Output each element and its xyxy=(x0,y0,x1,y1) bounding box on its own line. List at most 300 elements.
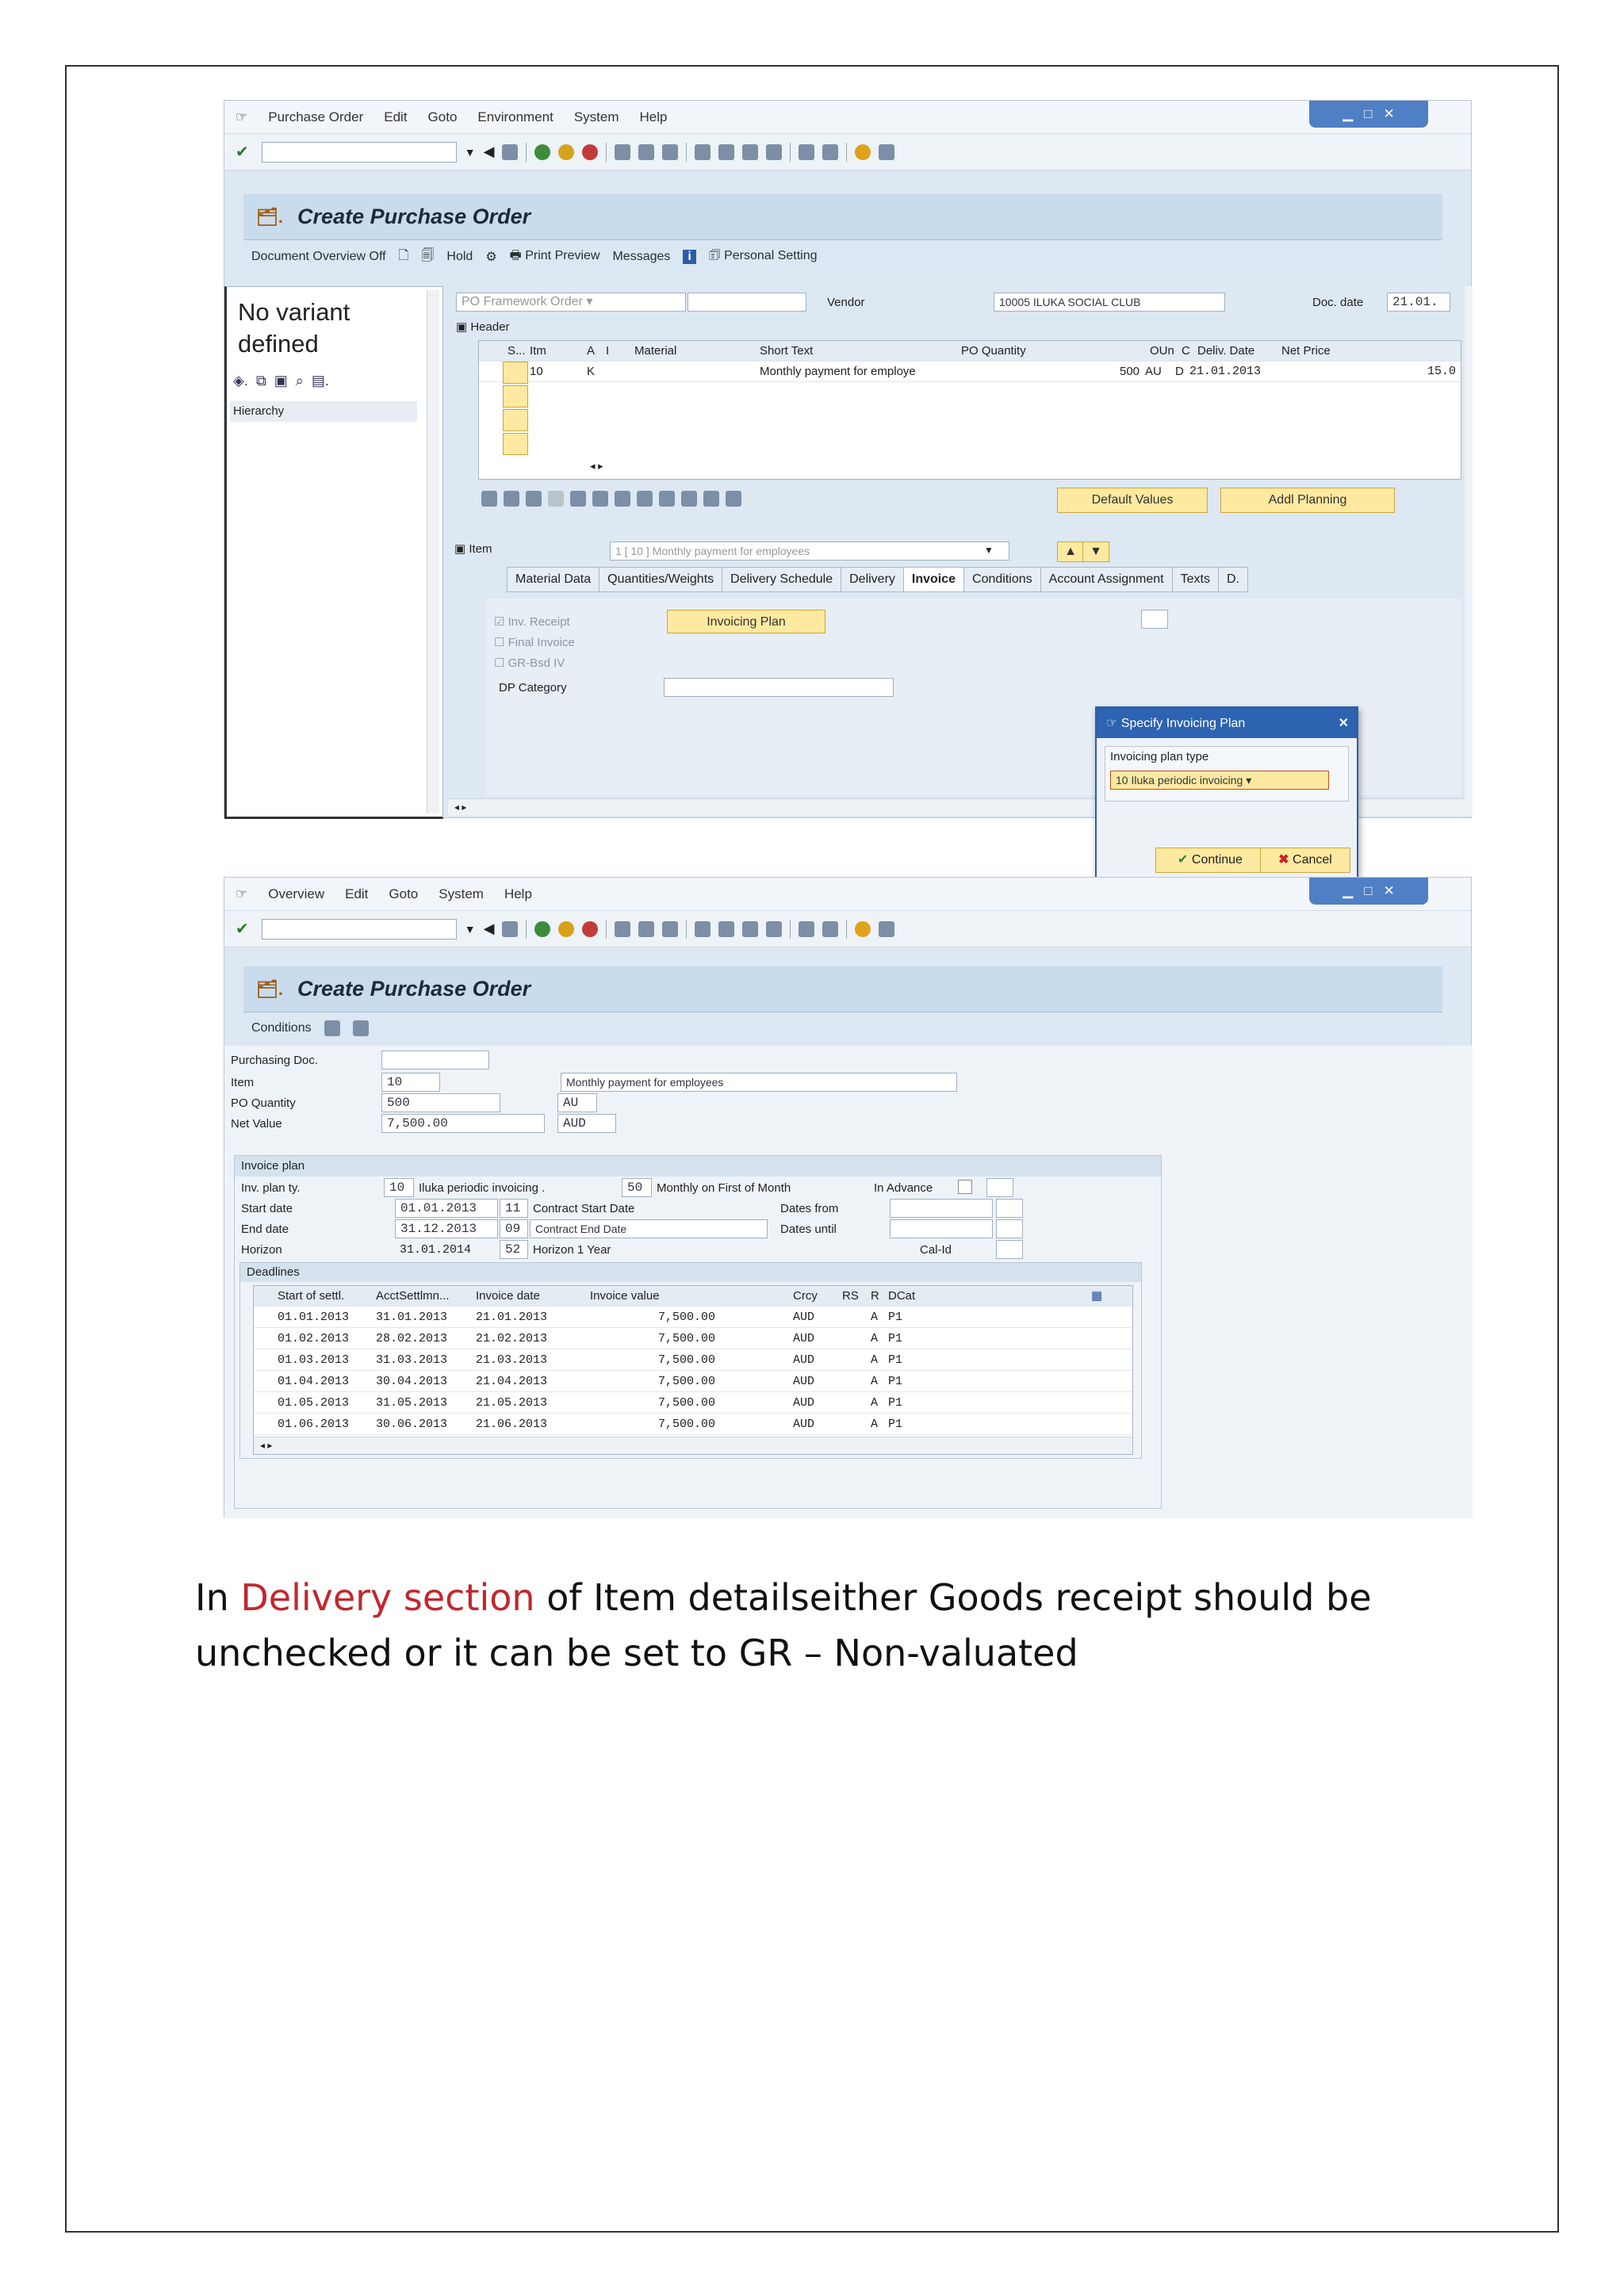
dialog-group xyxy=(1105,746,1349,802)
inv-plan-type-label: Inv. plan ty. xyxy=(241,1181,301,1195)
layout-icon[interactable] xyxy=(703,491,719,507)
rule-code-field[interactable]: 50 xyxy=(622,1178,652,1197)
po-quantity-field[interactable]: 500 xyxy=(381,1093,500,1112)
config-icon[interactable] xyxy=(726,491,741,507)
col-r: R xyxy=(871,1289,879,1303)
item-select-value: 1 [ 10 ] Monthly payment for employees xyxy=(615,545,810,557)
invoice-aux-field[interactable] xyxy=(1141,610,1168,629)
cell-dcat: P1 xyxy=(888,1311,903,1324)
cell-invoice-value: 7,500.00 xyxy=(658,1311,716,1324)
save-icon[interactable] xyxy=(502,144,518,160)
col-rs: RS xyxy=(842,1289,859,1303)
toolbar-separator xyxy=(606,143,607,162)
in-advance-checkbox[interactable] xyxy=(958,1180,972,1194)
toolbar-separator xyxy=(846,143,847,162)
cell-invoice-value: 7,500.00 xyxy=(658,1418,716,1431)
cell-invoice-date: 21.05.2013 xyxy=(476,1396,548,1410)
dp-category-label: DP Category xyxy=(499,681,567,695)
config-icon[interactable] xyxy=(353,1020,369,1036)
net-value-label: Net Value xyxy=(231,1117,282,1131)
cell-crcy: AUD xyxy=(793,1311,815,1324)
table-row[interactable] xyxy=(479,362,1461,382)
invoicing-plan-type-value: 10 Iluka periodic invoicing xyxy=(1116,774,1243,786)
main-area xyxy=(224,1046,1473,1518)
print-icon[interactable] xyxy=(615,144,630,160)
menu-edit[interactable]: Edit xyxy=(384,109,408,124)
conditions-button[interactable]: Conditions xyxy=(251,1021,312,1035)
item-tabs xyxy=(507,567,1247,592)
doc-date-label: Doc. date xyxy=(1312,296,1364,309)
default-values-button[interactable]: Default Values xyxy=(1057,488,1208,513)
invoicing-plan-button[interactable]: Invoicing Plan xyxy=(667,610,825,633)
delete-icon[interactable] xyxy=(548,491,564,507)
item-label-text: Item xyxy=(469,542,492,556)
col-deliv-date: Deliv. Date xyxy=(1197,344,1255,358)
dates-from-label: Dates from xyxy=(780,1202,839,1215)
cell-invoice-date: 21.01.2013 xyxy=(476,1311,548,1324)
back-green-icon[interactable] xyxy=(534,921,550,937)
no-variant-text: No variant defined xyxy=(238,298,350,358)
rule-text: Monthly on First of Month xyxy=(657,1181,791,1195)
prev-page-icon[interactable] xyxy=(718,921,734,937)
hold-button[interactable]: Hold xyxy=(446,250,473,263)
end-rule-text[interactable]: Contract End Date xyxy=(530,1219,768,1238)
horizon-text: Horizon 1 Year xyxy=(533,1243,611,1257)
panel-toolbar xyxy=(233,373,329,389)
item-select[interactable] xyxy=(610,541,1009,561)
cell-acct-settlmn: 31.01.2013 xyxy=(376,1311,448,1324)
col-invoice-date: Invoice date xyxy=(476,1289,540,1303)
cell-acct-settlmn: 31.05.2013 xyxy=(376,1396,448,1410)
deadlines-table-header xyxy=(254,1286,1132,1307)
title-app-icon: 🗂. xyxy=(256,206,284,227)
items-table xyxy=(478,340,1461,480)
toolbar-separator xyxy=(526,143,527,162)
horizon-label: Horizon xyxy=(241,1243,282,1257)
shortcut-icon[interactable] xyxy=(822,144,838,160)
col-start-settl: Start of settl. xyxy=(278,1289,345,1303)
details-icon[interactable] xyxy=(481,491,497,507)
col-oun: OUn xyxy=(1150,344,1174,358)
column-settings-icon[interactable]: ▦ xyxy=(1091,1289,1103,1303)
system-toolbar xyxy=(224,911,1471,947)
cell-r: A xyxy=(871,1311,879,1324)
panel-scrollbar[interactable] xyxy=(427,290,439,813)
order-type-value: PO Framework Order xyxy=(462,295,583,308)
cell-r: A xyxy=(871,1418,879,1431)
details-icon[interactable] xyxy=(324,1020,340,1036)
application-toolbar xyxy=(243,241,1442,273)
cell-dcat: P1 xyxy=(888,1396,903,1410)
dp-category-field[interactable] xyxy=(664,678,894,697)
cell-invoice-value: 7,500.00 xyxy=(658,1332,716,1345)
tab-conditions[interactable]: Conditions xyxy=(963,567,1041,592)
items-table-header xyxy=(479,341,1461,362)
print-icon[interactable] xyxy=(615,921,630,937)
personal-setting-button[interactable]: 🗊 Personal Setting xyxy=(708,248,818,262)
horizon-code[interactable]: 52 xyxy=(500,1240,528,1259)
copy-icon[interactable]: ⧉ xyxy=(255,373,266,388)
row-selector[interactable] xyxy=(503,362,528,384)
tab-d[interactable]: D. xyxy=(1218,567,1248,592)
system-toolbar xyxy=(224,134,1471,170)
table-row[interactable] xyxy=(254,1307,1132,1328)
row-selector[interactable] xyxy=(503,433,528,455)
cell-r: A xyxy=(871,1375,879,1388)
col-status: S... xyxy=(508,344,526,358)
dates-until-aux-field[interactable] xyxy=(996,1219,1023,1238)
back-icon[interactable]: ◀ xyxy=(483,920,495,936)
row-acct: K xyxy=(587,365,596,378)
inv-receipt-checkbox[interactable]: ☑ Inv. Receipt xyxy=(494,615,570,629)
cal-id-label: Cal-Id xyxy=(920,1243,952,1257)
invoice-plan-header: Invoice plan xyxy=(235,1156,1161,1177)
cell-invoice-date: 21.06.2013 xyxy=(476,1418,548,1431)
dialog-title: ☞ Specify Invoicing Plan xyxy=(1106,717,1246,730)
cancel-label: Cancel xyxy=(1293,853,1332,867)
find-icon[interactable] xyxy=(638,144,654,160)
cell-start-settl: 01.02.2013 xyxy=(278,1332,350,1345)
maximize-icon[interactable]: □ xyxy=(1364,106,1373,121)
cell-invoice-date: 21.03.2013 xyxy=(476,1353,548,1367)
page-title: Create Purchase Order xyxy=(297,205,531,228)
row-item: 10 xyxy=(530,365,543,378)
col-crcy: Crcy xyxy=(793,1289,818,1303)
item-text-field[interactable]: Monthly payment for employees xyxy=(561,1073,957,1092)
bottom-scrollbar[interactable]: ◂ ▸ xyxy=(448,798,1465,816)
item-label: Item xyxy=(231,1076,255,1089)
doc-date-field[interactable]: 21.01. xyxy=(1387,293,1450,312)
layout-icon[interactable] xyxy=(879,144,894,160)
final-invoice-checkbox[interactable]: ☐ Final Invoice xyxy=(494,636,575,649)
tab-quantities-weights[interactable]: Quantities/Weights xyxy=(599,567,722,592)
gr-bsd-iv-checkbox[interactable]: ☐ GR-Bsd IV xyxy=(494,656,565,670)
prev-item-button[interactable]: ▲ xyxy=(1057,541,1084,562)
cell-crcy: AUD xyxy=(793,1396,815,1410)
exit-icon[interactable] xyxy=(558,921,574,937)
last-page-icon[interactable] xyxy=(766,144,782,160)
row-selector[interactable] xyxy=(503,409,528,431)
menu-purchase-order[interactable]: Purchase Order xyxy=(268,109,364,124)
cal-id-field[interactable] xyxy=(996,1240,1023,1259)
find-icon[interactable] xyxy=(638,921,654,937)
layout-icon[interactable]: ▤. xyxy=(311,373,329,388)
dialog-title-text: Specify Invoicing Plan xyxy=(1120,717,1246,730)
item-field[interactable]: 10 xyxy=(381,1073,440,1092)
page-title: Create Purchase Order xyxy=(297,977,531,1001)
cell-start-settl: 01.04.2013 xyxy=(278,1375,350,1388)
tab-delivery-schedule[interactable]: Delivery Schedule xyxy=(722,567,841,592)
cell-acct-settlmn: 31.03.2013 xyxy=(376,1353,448,1367)
sort-icon[interactable] xyxy=(637,491,653,507)
gr-bsd-iv-label: GR-Bsd IV xyxy=(508,656,565,670)
end-rule-code[interactable]: 09 xyxy=(500,1219,528,1238)
table-row[interactable] xyxy=(254,1392,1132,1414)
deselect-icon[interactable] xyxy=(592,491,608,507)
close-icon[interactable]: ✕ xyxy=(1383,883,1395,898)
table-scroll-arrows[interactable]: ◂ ▸ xyxy=(590,460,603,472)
caption-highlight: Delivery section xyxy=(240,1576,535,1619)
start-date-field[interactable]: 01.01.2013 xyxy=(395,1199,498,1218)
cell-invoice-date: 21.04.2013 xyxy=(476,1375,548,1388)
purchasing-doc-label: Purchasing Doc. xyxy=(231,1054,319,1067)
cell-invoice-date: 21.02.2013 xyxy=(476,1332,548,1345)
first-page-icon[interactable] xyxy=(695,921,710,937)
menu-environment[interactable]: Environment xyxy=(477,109,553,124)
document-overview-panel xyxy=(224,286,443,819)
toolbar-separator xyxy=(606,920,607,939)
cell-start-settl: 01.06.2013 xyxy=(278,1418,350,1431)
cell-dcat: P1 xyxy=(888,1418,903,1431)
close-icon[interactable]: ✕ xyxy=(1383,106,1395,121)
selection-icon[interactable]: ◈. xyxy=(233,373,248,388)
next-page-icon[interactable] xyxy=(742,921,758,937)
find-next-icon[interactable] xyxy=(662,921,678,937)
po-quantity-label: PO Quantity xyxy=(231,1096,296,1110)
table-row[interactable] xyxy=(254,1349,1132,1371)
hierarchy-header: Hierarchy xyxy=(230,401,417,422)
invoicing-plan-type-select[interactable]: 10 Iluka periodic invoicing ▾ xyxy=(1110,771,1329,790)
caption-before: In xyxy=(195,1576,241,1619)
print-preview-button[interactable]: 🖶 Print Preview xyxy=(509,248,600,262)
col-net-price: Net Price xyxy=(1281,344,1331,358)
row-c: D xyxy=(1175,365,1184,378)
new-document-icon[interactable]: 🗋 xyxy=(398,248,409,262)
cell-acct-settlmn: 30.04.2013 xyxy=(376,1375,448,1388)
cell-crcy: AUD xyxy=(793,1418,815,1431)
inv-receipt-label: Inv. Receipt xyxy=(508,615,570,629)
start-rule-code[interactable]: 11 xyxy=(500,1199,528,1218)
final-invoice-label: Final Invoice xyxy=(508,636,575,649)
last-page-icon[interactable] xyxy=(766,921,782,937)
command-field[interactable] xyxy=(262,919,457,939)
menu-system[interactable]: System xyxy=(439,886,484,901)
next-page-icon[interactable] xyxy=(742,144,758,160)
item-label: ▣ Item xyxy=(454,542,492,556)
menu-bar xyxy=(224,101,1471,134)
screenshot-create-po-invoice-tab xyxy=(224,100,1472,867)
item-select-dropdown-icon[interactable]: ▼ xyxy=(984,545,994,556)
net-value-field[interactable]: 7,500.00 xyxy=(381,1114,545,1133)
order-number-field[interactable] xyxy=(688,293,806,312)
deadlines-hscroll[interactable]: ◂ ▸ xyxy=(254,1437,1132,1454)
col-invoice-value: Invoice value xyxy=(590,1289,660,1303)
next-item-button[interactable]: ▼ xyxy=(1082,541,1109,562)
find-icon[interactable]: ⌕ xyxy=(295,373,304,388)
cancel-icon[interactable] xyxy=(582,144,598,160)
table-row[interactable] xyxy=(254,1414,1132,1435)
shortcut-icon[interactable] xyxy=(822,921,838,937)
toolbar-separator xyxy=(686,920,687,939)
dialog-close-icon[interactable]: ✕ xyxy=(1338,717,1349,730)
info-icon[interactable]: i xyxy=(683,250,695,264)
cell-acct-settlmn: 30.06.2013 xyxy=(376,1418,448,1431)
tab-material-data[interactable]: Material Data xyxy=(507,567,599,592)
cancel-x-icon: ✖ xyxy=(1278,853,1289,867)
continue-label: Continue xyxy=(1191,853,1243,867)
right-scrollbar[interactable] xyxy=(1465,286,1473,816)
dialog-cancel-button[interactable] xyxy=(1260,848,1350,873)
cell-start-settl: 01.01.2013 xyxy=(278,1311,350,1324)
caption-paragraph xyxy=(195,1570,1535,1681)
title-app-icon: 🗂. xyxy=(256,978,284,999)
row-qty: 500 xyxy=(1120,365,1140,378)
page-title-bar xyxy=(243,966,1442,1012)
items-toolbar xyxy=(481,491,741,507)
col-c: C xyxy=(1182,344,1190,358)
cell-start-settl: 01.05.2013 xyxy=(278,1396,350,1410)
cell-crcy: AUD xyxy=(793,1375,815,1388)
dates-from-field[interactable] xyxy=(890,1199,993,1218)
item-detail-row xyxy=(454,541,1461,565)
command-field[interactable] xyxy=(262,142,457,163)
continue-check-icon: ✔ xyxy=(1178,853,1189,867)
col-dcat: DCat xyxy=(888,1289,916,1303)
save-icon[interactable] xyxy=(502,921,518,937)
cancel-icon[interactable] xyxy=(582,921,598,937)
other-document-icon[interactable]: 🗐 xyxy=(421,248,435,262)
menu-goto[interactable]: Goto xyxy=(427,109,458,124)
order-type-select[interactable]: PO Framework Order ▾ xyxy=(456,293,686,312)
dates-until-label: Dates until xyxy=(780,1223,837,1236)
print-preview-label: Print Preview xyxy=(525,248,600,262)
addl-planning-button[interactable]: Addl Planning xyxy=(1220,488,1395,513)
in-advance-aux-field[interactable] xyxy=(986,1178,1013,1197)
check-icon[interactable]: ⚙ xyxy=(485,251,497,264)
application-toolbar xyxy=(243,1012,1442,1044)
toolbar-separator xyxy=(790,920,791,939)
invoice-plan-group xyxy=(234,1155,1162,1509)
row-short-text: Monthly payment for employe xyxy=(760,365,916,378)
exit-icon[interactable] xyxy=(558,144,574,160)
back-icon[interactable]: ◀ xyxy=(483,144,495,159)
col-po-qty: PO Quantity xyxy=(961,344,1026,358)
cell-invoice-value: 7,500.00 xyxy=(658,1375,716,1388)
maximize-icon[interactable]: □ xyxy=(1364,883,1373,898)
tab-invoice[interactable]: Invoice xyxy=(903,567,964,592)
menu-icon[interactable]: ☞ xyxy=(236,886,248,901)
layout-icon[interactable] xyxy=(879,921,894,937)
table-row[interactable] xyxy=(254,1328,1132,1349)
find-next-icon[interactable] xyxy=(662,144,678,160)
header-label: ▣ Header xyxy=(456,320,510,334)
end-date-field[interactable]: 31.12.2013 xyxy=(395,1219,498,1238)
add-icon[interactable] xyxy=(504,491,519,507)
sum-icon[interactable] xyxy=(681,491,697,507)
dialog-title-bar xyxy=(1097,708,1357,738)
menu-help[interactable]: Help xyxy=(504,886,532,901)
inv-plan-type-text: Iluka periodic invoicing . xyxy=(419,1181,546,1195)
tab-account-assignment[interactable]: Account Assignment xyxy=(1040,567,1173,592)
cell-dcat: P1 xyxy=(888,1332,903,1345)
minimize-icon[interactable]: ▁ xyxy=(1342,106,1354,121)
copy-icon[interactable] xyxy=(526,491,542,507)
table-row[interactable] xyxy=(254,1371,1132,1392)
col-item: Itm xyxy=(530,344,546,358)
start-date-label: Start date xyxy=(241,1202,293,1215)
row-oun: AU xyxy=(1145,365,1162,378)
cell-invoice-value: 7,500.00 xyxy=(658,1396,716,1410)
dropdown-icon[interactable]: ▼ xyxy=(464,922,476,936)
col-acct-settlmn: AcctSettlmn... xyxy=(376,1289,450,1303)
select-all-icon[interactable] xyxy=(570,491,586,507)
tab-delivery[interactable]: Delivery xyxy=(841,567,904,592)
help-icon[interactable] xyxy=(855,921,871,937)
minimize-icon[interactable]: ▁ xyxy=(1342,883,1354,898)
row-net-price: 15.0 xyxy=(1427,365,1457,378)
net-value-currency-field[interactable]: AUD xyxy=(557,1114,616,1133)
caption-after: of Item detailseither Goods receipt should be unchecked or it can be set to GR – Non-valuated xyxy=(195,1576,1372,1674)
menu-overview[interactable]: Overview xyxy=(268,886,325,901)
cell-invoice-value: 7,500.00 xyxy=(658,1353,716,1367)
dates-from-aux-field[interactable] xyxy=(996,1199,1023,1218)
invoicing-plan-type-label: Invoicing plan type xyxy=(1110,750,1209,763)
insert-icon[interactable] xyxy=(615,491,630,507)
cell-crcy: AUD xyxy=(793,1332,815,1345)
vendor-field[interactable]: 10005 ILUKA SOCIAL CLUB xyxy=(994,293,1225,312)
menu-icon[interactable]: ☞ xyxy=(236,109,248,124)
menu-bar xyxy=(224,878,1471,911)
tab-texts[interactable]: Texts xyxy=(1172,567,1219,592)
filter-icon[interactable] xyxy=(659,491,675,507)
menu-edit[interactable]: Edit xyxy=(345,886,369,901)
new-session-icon[interactable] xyxy=(799,144,814,160)
toolbar-separator xyxy=(526,920,527,939)
menu-help[interactable]: Help xyxy=(639,109,668,124)
inv-plan-type-code[interactable]: 10 xyxy=(384,1178,414,1197)
cell-dcat: P1 xyxy=(888,1353,903,1367)
col-acct: A xyxy=(587,344,596,358)
row-selector[interactable] xyxy=(503,385,528,408)
start-rule-text: Contract Start Date xyxy=(533,1202,635,1215)
in-advance-label: In Advance xyxy=(874,1181,933,1195)
document-overview-off-button[interactable]: Document Overview Off xyxy=(251,250,386,263)
toolbar-separator xyxy=(846,920,847,939)
menu-goto[interactable]: Goto xyxy=(389,886,419,901)
cell-dcat: P1 xyxy=(888,1375,903,1388)
enter-icon[interactable]: ✔ xyxy=(236,920,249,938)
toolbar-separator xyxy=(790,143,791,162)
new-session-icon[interactable] xyxy=(799,921,814,937)
enter-icon[interactable]: ✔ xyxy=(236,144,249,161)
deadlines-header: Deadlines xyxy=(240,1263,1141,1282)
col-material: Material xyxy=(634,344,677,358)
cell-r: A xyxy=(871,1396,879,1410)
menu-system[interactable]: System xyxy=(573,109,619,124)
details-icon[interactable]: ▣ xyxy=(274,373,288,388)
prev-page-icon[interactable] xyxy=(718,144,734,160)
dropdown-icon[interactable]: ▼ xyxy=(464,145,476,159)
screenshot-invoice-plan xyxy=(224,877,1472,1517)
toolbar-separator xyxy=(686,143,687,162)
specify-invoicing-plan-dialog xyxy=(1095,706,1358,894)
first-page-icon[interactable] xyxy=(695,144,710,160)
cell-r: A xyxy=(871,1353,879,1367)
purchasing-doc-field[interactable] xyxy=(381,1050,489,1070)
end-date-label: End date xyxy=(241,1223,289,1236)
horizon-date: 31.01.2014 xyxy=(400,1243,472,1257)
col-short-text: Short Text xyxy=(760,344,814,358)
po-quantity-unit-field[interactable]: AU xyxy=(557,1093,597,1112)
cell-crcy: AUD xyxy=(793,1353,815,1367)
messages-button[interactable]: Messages xyxy=(612,250,671,263)
window-controls xyxy=(1309,101,1428,128)
deadlines-group xyxy=(239,1262,1142,1459)
dates-until-field[interactable] xyxy=(890,1219,993,1238)
dialog-continue-button[interactable] xyxy=(1155,848,1265,873)
back-green-icon[interactable] xyxy=(534,144,550,160)
help-icon[interactable] xyxy=(855,144,871,160)
